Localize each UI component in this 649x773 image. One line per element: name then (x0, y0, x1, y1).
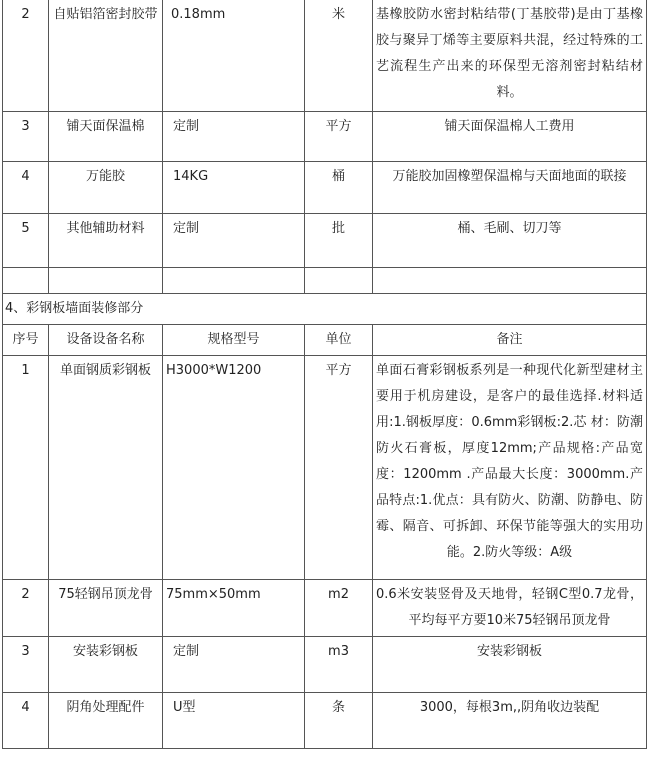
cell-name: 阴角处理配件 (49, 693, 163, 749)
cell-note: 单面石膏彩钢板系列是一种现代化新型建材主要用于机房建设，是客户的最佳选择.材料适用:1.钢板厚度：0.6mm彩钢板:2.芯 材：防潮防火石膏板，厚度12mm;产品规格:产品宽度：1200mm .产品最大长度：3000mm.产品特点:1.优点：具有防火、防潮、防静电、防霉、隔音、可拆卸、环保节能等强大的实用功能。2.防火等级：A级 (373, 356, 647, 580)
empty-cell (305, 268, 373, 294)
cell-spec: 14KG (163, 162, 305, 214)
empty-cell (373, 294, 647, 325)
table-row (3, 637, 647, 693)
cell-note: 0.6米安装竖骨及天地骨，轻钢C型0.7龙骨，平均每平方要10米75轻钢吊顶龙骨 (373, 580, 647, 637)
cell-no: 4 (3, 162, 49, 214)
section-title: 4、彩钢板墙面装修部分 (3, 294, 373, 325)
cell-note: 铺天面保温棉人工费用 (373, 112, 647, 162)
empty-cell (163, 268, 305, 294)
table-row (3, 0, 647, 112)
cell-spec: U型 (163, 693, 305, 749)
cell-unit: m2 (305, 580, 373, 637)
cell-unit: m3 (305, 637, 373, 693)
cell-name: 铺天面保温棉 (49, 112, 163, 162)
cell-note: 基橡胶防水密封粘结带(丁基胶带)是由丁基橡胶与聚异丁烯等主要原料共混，经过特殊的工艺流程生产出来的环保型无溶剂密封粘结材料。 (373, 0, 647, 112)
empty-cell (3, 268, 49, 294)
cell-unit: 平方 (305, 356, 373, 580)
cell-spec: 定制 (163, 112, 305, 162)
header-row (3, 325, 647, 356)
table-row (3, 580, 647, 637)
cell-note: 桶、毛刷、切刀等 (373, 214, 647, 268)
cell-no: 2 (3, 580, 49, 637)
cell-no: 3 (3, 637, 49, 693)
cell-spec: 定制 (163, 637, 305, 693)
cell-spec: 75mm×50mm (163, 580, 305, 637)
section-row (3, 294, 647, 325)
header-spec: 规格型号 (163, 325, 305, 356)
cell-note: 安装彩钢板 (373, 637, 647, 693)
cell-no: 2 (3, 0, 49, 112)
table-row (3, 693, 647, 749)
equipment-table (2, 0, 647, 749)
cell-name: 自贴铝箔密封胶带 (49, 0, 163, 112)
cell-unit: 桶 (305, 162, 373, 214)
cell-name: 单面钢质彩钢板 (49, 356, 163, 580)
cell-no: 5 (3, 214, 49, 268)
cell-unit: 批 (305, 214, 373, 268)
empty-row (3, 268, 647, 294)
table-row (3, 214, 647, 268)
header-unit: 单位 (305, 325, 373, 356)
header-no: 序号 (3, 325, 49, 356)
table-row (3, 112, 647, 162)
cell-name: 75轻钢吊顶龙骨 (49, 580, 163, 637)
cell-spec: 定制 (163, 214, 305, 268)
cell-note: 万能胶加固橡塑保温棉与天面地面的联接 (373, 162, 647, 214)
table-row (3, 356, 647, 580)
header-note: 备注 (373, 325, 647, 356)
header-name: 设备设备名称 (49, 325, 163, 356)
empty-cell (373, 268, 647, 294)
cell-unit: 米 (305, 0, 373, 112)
cell-name: 安装彩钢板 (49, 637, 163, 693)
cell-no: 4 (3, 693, 49, 749)
cell-unit: 平方 (305, 112, 373, 162)
cell-no: 3 (3, 112, 49, 162)
empty-cell (49, 268, 163, 294)
cell-unit: 条 (305, 693, 373, 749)
cell-name: 其他辅助材料 (49, 214, 163, 268)
cell-spec: 0.18mm (163, 0, 305, 112)
cell-spec: H3000*W1200 (163, 356, 305, 580)
table-row (3, 162, 647, 214)
cell-name: 万能胶 (49, 162, 163, 214)
cell-note: 3000，每根3m,,阴角收边装配 (373, 693, 647, 749)
cell-no: 1 (3, 356, 49, 580)
